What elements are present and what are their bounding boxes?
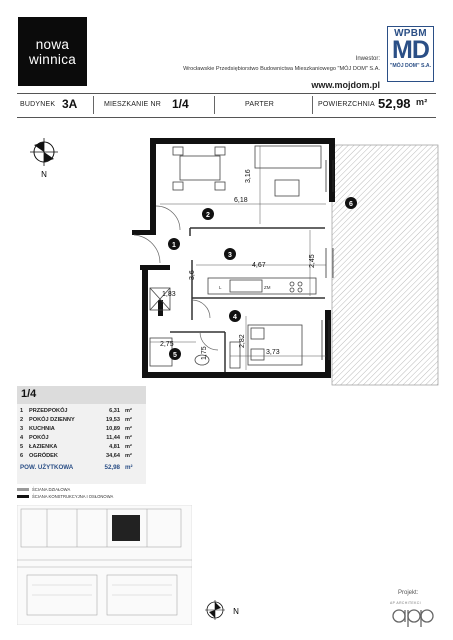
architect-logo-mark (393, 610, 433, 627)
room-unit: m² (125, 408, 132, 414)
legend-row (17, 435, 146, 444)
chair (173, 147, 183, 155)
dimension-lines (150, 146, 326, 370)
apartment-value: 1/4 (172, 97, 189, 111)
logo-line-2: winnica (28, 51, 77, 67)
wall-entry-bottom (140, 265, 170, 270)
compass-rose (28, 137, 62, 179)
wall-right-lower (325, 310, 331, 378)
room-name: POKÓJ (29, 435, 49, 441)
room-no: 4 (20, 435, 24, 441)
kitchen-label: L (219, 285, 222, 290)
sofa (255, 146, 321, 168)
total-label: POW. UŻYTKOWA (20, 464, 74, 471)
wpbm-md-logo (387, 26, 434, 82)
wall-entry-top (132, 230, 156, 235)
room-no: 1 (20, 408, 24, 414)
logo-line-1: nowa (35, 36, 70, 52)
room-unit: m² (125, 426, 132, 432)
nowa-winnica-logo (18, 17, 87, 86)
wall-left-upper (150, 138, 156, 230)
legend-row (17, 426, 146, 435)
legend-row (17, 444, 146, 453)
investor-name: Wrocławskie Przedsiębiorstwo Budownictwa Mieszkaniowego "MÓJ DOM" S.A. (183, 66, 380, 72)
hob-burner-icon (290, 282, 294, 286)
room-area: 6,31 (109, 408, 120, 414)
pillow (251, 328, 264, 339)
kitchen-counter (208, 278, 316, 294)
dimension-label: 3,73 (266, 349, 280, 356)
room-name: PRZEDPOKÓJ (29, 408, 68, 414)
legend-row (17, 417, 146, 426)
room-unit: m² (125, 444, 132, 450)
dimension-label: 2,82 (239, 334, 246, 348)
dimension-label: 3,6 (189, 270, 196, 280)
highlighted-apartment (112, 515, 140, 541)
info-bar-separator (214, 96, 215, 114)
apartment-label: MIESZKANIE NR (104, 101, 162, 108)
chair (173, 182, 183, 190)
door-swing (156, 206, 180, 230)
area-label: POWIERZCHNIA (318, 101, 375, 108)
wall-right-upper (329, 138, 335, 202)
room-name: OGRÓDEK (29, 453, 58, 459)
sink (230, 280, 262, 292)
room-number: 4 (233, 314, 237, 321)
room-no: 2 (20, 417, 24, 423)
room-unit: m² (125, 435, 132, 441)
room-number: 6 (349, 201, 353, 208)
dev-logo-bottom: "MÓJ DOM" S.A. (389, 63, 432, 69)
dining-table (180, 156, 220, 180)
room-area: 19,53 (106, 417, 120, 423)
dimension-label: 4,67 (252, 262, 266, 269)
legend-row (17, 408, 146, 417)
total-unit: m² (125, 464, 133, 471)
structural-wall-swatch (17, 495, 29, 498)
total-value: 52,98 (104, 464, 120, 471)
wall-bottom (142, 372, 327, 378)
area-unit: m² (416, 97, 428, 107)
coffee-table (275, 180, 299, 196)
dev-logo-mark: MD (392, 36, 429, 64)
pillow (251, 349, 264, 360)
structural-wall-label: ŚCIANA KONSTRUKCYJNA I OSŁONOWA (32, 494, 114, 499)
room-unit: m² (125, 417, 132, 423)
kitchen-label: ZM (264, 285, 271, 290)
investor-label: Inwestor: (355, 56, 380, 62)
door-swing (134, 235, 160, 263)
room-no: 3 (20, 426, 24, 432)
bed (248, 325, 302, 365)
site-plan-compass (203, 598, 245, 622)
room-number: 1 (172, 242, 176, 249)
room-number: 3 (228, 252, 232, 259)
room-name: ŁAZIENKA (29, 444, 58, 450)
room-name: POKÓJ DZIENNY (29, 417, 75, 423)
hob-burner-icon (298, 288, 302, 292)
room-name: KUCHNIA (29, 426, 55, 432)
site-north-label: N (233, 607, 239, 616)
architect-caption: AP ARCHITEKCI (390, 601, 421, 605)
room-number: 5 (173, 352, 177, 359)
info-bar-separator (312, 96, 313, 114)
garden-area (332, 145, 438, 385)
room-area: 4,81 (109, 444, 120, 450)
kitchen-labels (219, 285, 271, 290)
compass-north-label: N (41, 170, 47, 179)
room-number: 2 (206, 212, 210, 219)
room-no: 5 (20, 444, 24, 450)
architect-logo (390, 606, 436, 628)
dimension-label: 1,83 (162, 291, 176, 298)
area-value: 52,98 (378, 96, 411, 111)
room-area: 11,44 (106, 435, 120, 441)
site-plan-frame (17, 505, 192, 625)
room-area: 34,64 (106, 453, 120, 459)
building-label: BUDYNEK (20, 101, 56, 108)
project-label: Projekt: (398, 590, 419, 596)
compass-needle-icon (209, 610, 215, 618)
dimension-label: 1,75 (201, 346, 208, 360)
room-unit: m² (125, 453, 132, 459)
bedroom-furniture (248, 325, 302, 365)
investor-website-link[interactable]: www.mojdom.pl (311, 80, 380, 90)
site-plan (17, 505, 192, 625)
legend-row (17, 453, 146, 462)
room-legend-table (17, 404, 146, 484)
partition-wall-swatch (17, 488, 29, 491)
dimension-label: 2,75 (160, 341, 174, 348)
hob-burner-icon (290, 288, 294, 292)
info-bar-separator (93, 96, 94, 114)
floor-label: PARTER (245, 101, 274, 108)
dimension-label: 2,45 (309, 254, 316, 268)
floor-plan (130, 120, 445, 395)
legend-header (17, 386, 146, 404)
wall-pillar (158, 300, 163, 316)
dev-logo-top: WPBM (394, 28, 427, 39)
chair (215, 182, 225, 190)
legend-title: 1/4 (21, 388, 37, 400)
hob-burner-icon (298, 282, 302, 286)
door-swing (192, 300, 210, 318)
room-area: 10,89 (106, 426, 120, 432)
chair (215, 147, 225, 155)
room-no: 6 (20, 453, 24, 459)
info-bar-top-line (17, 93, 436, 94)
dimension-label: 3,16 (245, 169, 252, 183)
compass-needle-icon (215, 602, 221, 610)
wall-top (150, 138, 335, 144)
partition-wall-label: ŚCIANA DZIAŁOWA (32, 487, 71, 492)
info-bar-bottom-line (17, 117, 436, 118)
wall-left-lower (142, 270, 148, 372)
dimension-label: 6,18 (234, 197, 248, 204)
building-value: 3A (62, 97, 78, 111)
